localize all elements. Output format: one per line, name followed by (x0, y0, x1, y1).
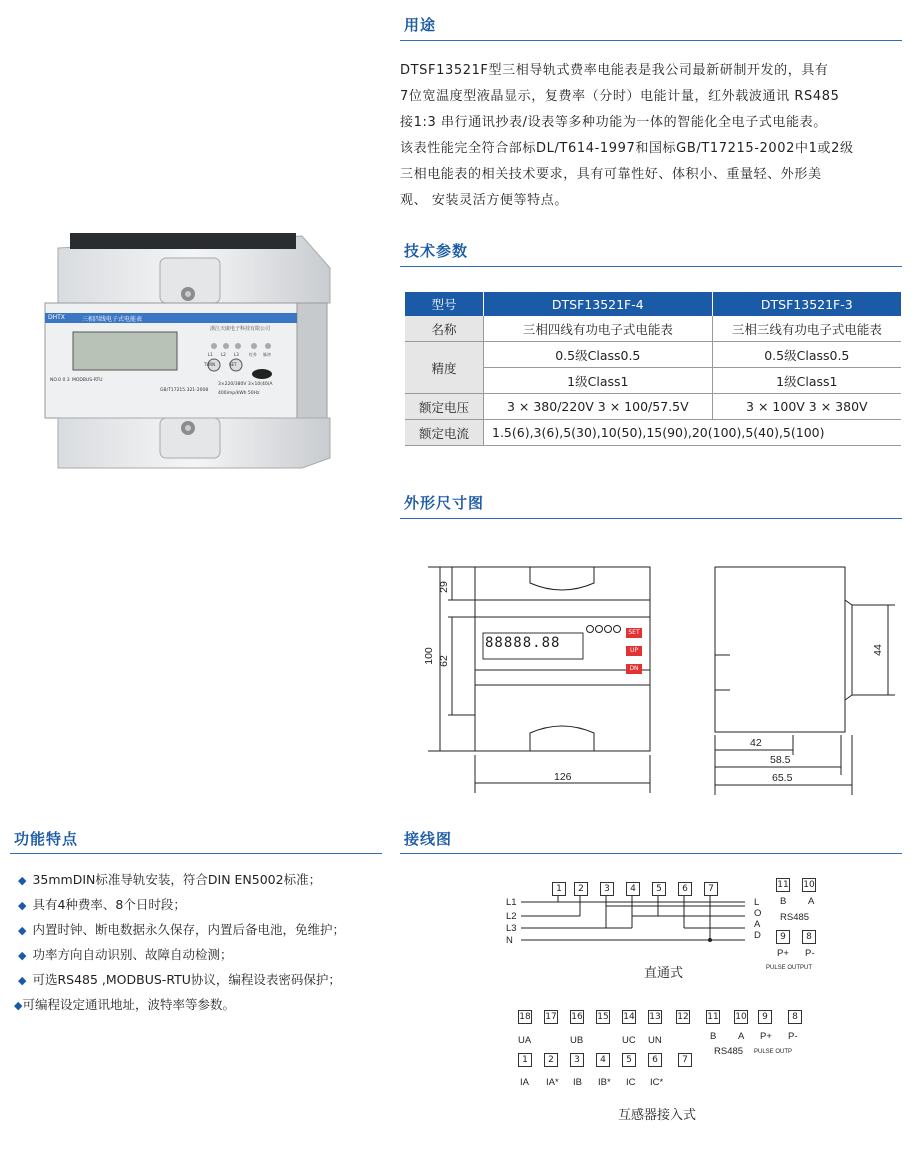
feature-item: ◆ 35mmDIN标准导轨安装，符合DIN EN5002标准； (18, 872, 322, 887)
rs485-label: RS485 (714, 1046, 744, 1057)
rs485-pin: A (738, 1031, 745, 1042)
terminal-box: 15 (597, 1012, 609, 1022)
pulse-label: 脉冲 (263, 352, 271, 357)
terminal-box: 10 (735, 1012, 747, 1022)
wiring-divider (400, 853, 902, 854)
terminal-box: 18 (519, 1012, 531, 1022)
header-cell: 型号 (405, 292, 484, 316)
terminal-box: 7 (704, 882, 718, 896)
set-label: SET (229, 362, 237, 367)
diamond-bullet-icon: ◆ (18, 924, 27, 937)
ct-label: IA* (546, 1077, 559, 1088)
ct-label: IC* (650, 1077, 664, 1088)
terminal-box: 17 (545, 1012, 557, 1022)
dimensions-divider (400, 518, 902, 519)
terminal-box: 2 (544, 1053, 558, 1067)
specs-divider (400, 266, 902, 267)
ct-label: IB* (598, 1077, 611, 1088)
set-button-icon: SET (626, 628, 642, 638)
usage-title: 用途 (404, 16, 437, 34)
const-label: 400imp/kWh 50Hz (218, 391, 260, 396)
dim-44: 44 (871, 644, 884, 656)
load-label: D (754, 930, 761, 941)
diamond-bullet-icon: ◆ (18, 974, 27, 987)
rs485-pin: B (710, 1031, 717, 1042)
pulse-pin: P- (805, 948, 815, 959)
header-cell: DTSF13521F-4 (484, 292, 713, 316)
terminal-box: 13 (649, 1012, 661, 1022)
terminal-box: 12 (677, 1012, 689, 1022)
terminal-box: 4 (596, 1053, 610, 1067)
terminal-box: 14 (623, 1012, 635, 1022)
terminal-box: 1 (518, 1053, 532, 1067)
usage-paragraph (400, 58, 900, 214)
table-cell: 3 × 100V 3 × 380V (712, 394, 901, 420)
rs485-label: RS485 (780, 912, 810, 923)
row-label: 名称 (405, 316, 484, 342)
terminal-box: 11 (707, 1012, 719, 1022)
table-cell: 三相三线有功电子式电能表 (712, 316, 901, 342)
table-row (405, 342, 901, 368)
usage-line: 7位宽温度型液晶显示，复费率（分时）电能计量，红外载波通讯 RS485 (400, 89, 840, 104)
up-button-icon: UP (626, 646, 642, 656)
terminal-box: 3 (600, 882, 614, 896)
dim-58-5: 58.5 (770, 754, 791, 766)
row-label: 额定电压 (405, 394, 484, 420)
pulse-output-label: PULSE OUTP (754, 1049, 793, 1055)
feature-item: ◆可编程设定通讯地址，波特率等参数。 (14, 997, 235, 1012)
table-cell: 3 × 380/220V 3 × 100/57.5V (484, 394, 713, 420)
phase-label: L3 (234, 352, 239, 357)
turn-label: TURN (204, 362, 216, 367)
load-label: O (754, 908, 762, 919)
terminal-box: 5 (652, 882, 666, 896)
ct-label: UA (518, 1035, 532, 1046)
product-photo (40, 228, 340, 470)
terminal-box: 8 (802, 930, 816, 944)
dim-62: 62 (437, 655, 450, 667)
phase-label: L1 (208, 352, 213, 357)
ir-label: 红外 (249, 352, 257, 357)
terminal-box: 4 (626, 882, 640, 896)
table-cell: 三相四线有功电子式电能表 (484, 316, 713, 342)
terminal-box: 10 (803, 880, 815, 890)
load-label: A (754, 919, 761, 930)
pulse-pin: P- (788, 1031, 798, 1042)
pulse-pin: P+ (777, 948, 789, 959)
line-label: L1 (506, 897, 517, 908)
table-cell: 1级Class1 (484, 368, 713, 394)
ct-label: UC (622, 1035, 636, 1046)
phase-label: L2 (221, 352, 226, 357)
row-label: 精度 (405, 342, 484, 394)
specs-table (405, 292, 901, 446)
wiring-title: 接线图 (404, 830, 453, 848)
usage-line: 三相电能表的相关技术要求，具有可靠性好、体积小、重量轻、外形美 (400, 167, 822, 182)
dim-100: 100 (422, 647, 435, 665)
terminal-box: 7 (678, 1053, 692, 1067)
direct-caption: 直通式 (644, 966, 684, 981)
terminal-box: 11 (777, 880, 789, 890)
brand-logo: DHTX (48, 314, 65, 321)
table-row (405, 316, 901, 342)
diamond-bullet-icon: ◆ (18, 874, 27, 887)
ct-label: IC (626, 1077, 636, 1088)
ct-label: IA (520, 1077, 529, 1088)
usage-line: 观、 安装灵活方便等特点。 (400, 193, 568, 208)
usage-line: 该表性能完全符合部标DL/T614-1997和国标GB/T17215-2002中1或2级 (400, 141, 854, 156)
diamond-bullet-icon: ◆ (18, 949, 27, 962)
pulse-output-label: PULSE OUTPUT (766, 965, 813, 971)
load-label: L (754, 897, 760, 908)
display-digits: 88888.88 (485, 635, 561, 651)
feature-item: ◆ 内置时钟、断电数据永久保存，内置后备电池，免维护； (18, 922, 345, 937)
ct-label: UB (570, 1035, 584, 1046)
terminal-box: 9 (776, 930, 790, 944)
row-label: 额定电流 (405, 420, 484, 446)
std-label: GB/T17215.321-2008 (160, 388, 209, 393)
dim-65-5: 65.5 (772, 772, 793, 784)
dim-29: 29 (437, 581, 450, 593)
table-cell: 0.5级Class0.5 (712, 342, 901, 368)
line-label: N (506, 935, 513, 946)
dim-42: 42 (750, 737, 762, 749)
terminal-box: 1 (552, 882, 566, 896)
terminal-box: 8 (788, 1010, 802, 1024)
terminal-box: 9 (758, 1010, 772, 1024)
ct-label: IB (573, 1077, 582, 1088)
dim-126: 126 (554, 771, 572, 783)
meter-title: 三相四线电子式电能表 (82, 316, 143, 323)
rs485-pin: B (780, 896, 787, 907)
protocol-label: MODBUS-RTU (72, 378, 103, 383)
specs-title: 技术参数 (404, 242, 469, 260)
diamond-bullet-icon: ◆ (18, 899, 27, 912)
line-label: L2 (506, 911, 517, 922)
dimensions-title: 外形尺寸图 (404, 494, 485, 512)
feature-item: ◆ 具有4种费率、8个日时段； (18, 897, 186, 912)
dn-button-icon: DN (626, 664, 642, 674)
line-label: L3 (506, 923, 517, 934)
table-row (405, 394, 901, 420)
terminal-box: 5 (622, 1053, 636, 1067)
specs-header-row (405, 292, 901, 316)
diamond-bullet-icon: ◆ (14, 999, 23, 1012)
feature-item: ◆ 功率方向自动识别、故障自动检测； (18, 947, 233, 962)
table-row (405, 420, 901, 446)
table-cell: 0.5级Class0.5 (484, 342, 713, 368)
table-cell: 1级Class1 (712, 368, 901, 394)
feature-item: ◆ 可选RS485 ,MODBUS-RTU协议，编程设表密码保护； (18, 972, 341, 987)
features-divider (10, 853, 382, 854)
terminal-box: 2 (574, 882, 588, 896)
dimension-drawing (400, 555, 905, 800)
usage-line: DTSF13521F型三相导轨式费率电能表是我公司最新研制开发的，具有 (400, 63, 829, 78)
features-title: 功能特点 (14, 830, 79, 848)
terminal-box: 6 (648, 1053, 662, 1067)
ct-caption: 互感器接入式 (618, 1108, 697, 1123)
usage-divider (400, 40, 902, 41)
header-cell: DTSF13521F-3 (712, 292, 901, 316)
terminal-box: 3 (570, 1053, 584, 1067)
serial-label: NO.0 0 3 (50, 378, 70, 383)
table-cell: 1.5(6),3(6),5(30),10(50),15(90),20(100),5(40),5(100) (484, 420, 902, 446)
usage-line: 接1:3 串行通讯抄表/设表等多种功能为一体的智能化全电子式电能表。 (400, 115, 827, 130)
rating-label: 3×220/380V 3×10(40)A (218, 382, 273, 387)
pulse-pin: P+ (760, 1031, 772, 1042)
rs485-pin: A (808, 896, 815, 907)
company-label: 浙江天康电子科技有限公司 (210, 326, 271, 332)
terminal-box: 16 (571, 1012, 583, 1022)
terminal-box: 6 (678, 882, 692, 896)
ct-label: UN (648, 1035, 662, 1046)
